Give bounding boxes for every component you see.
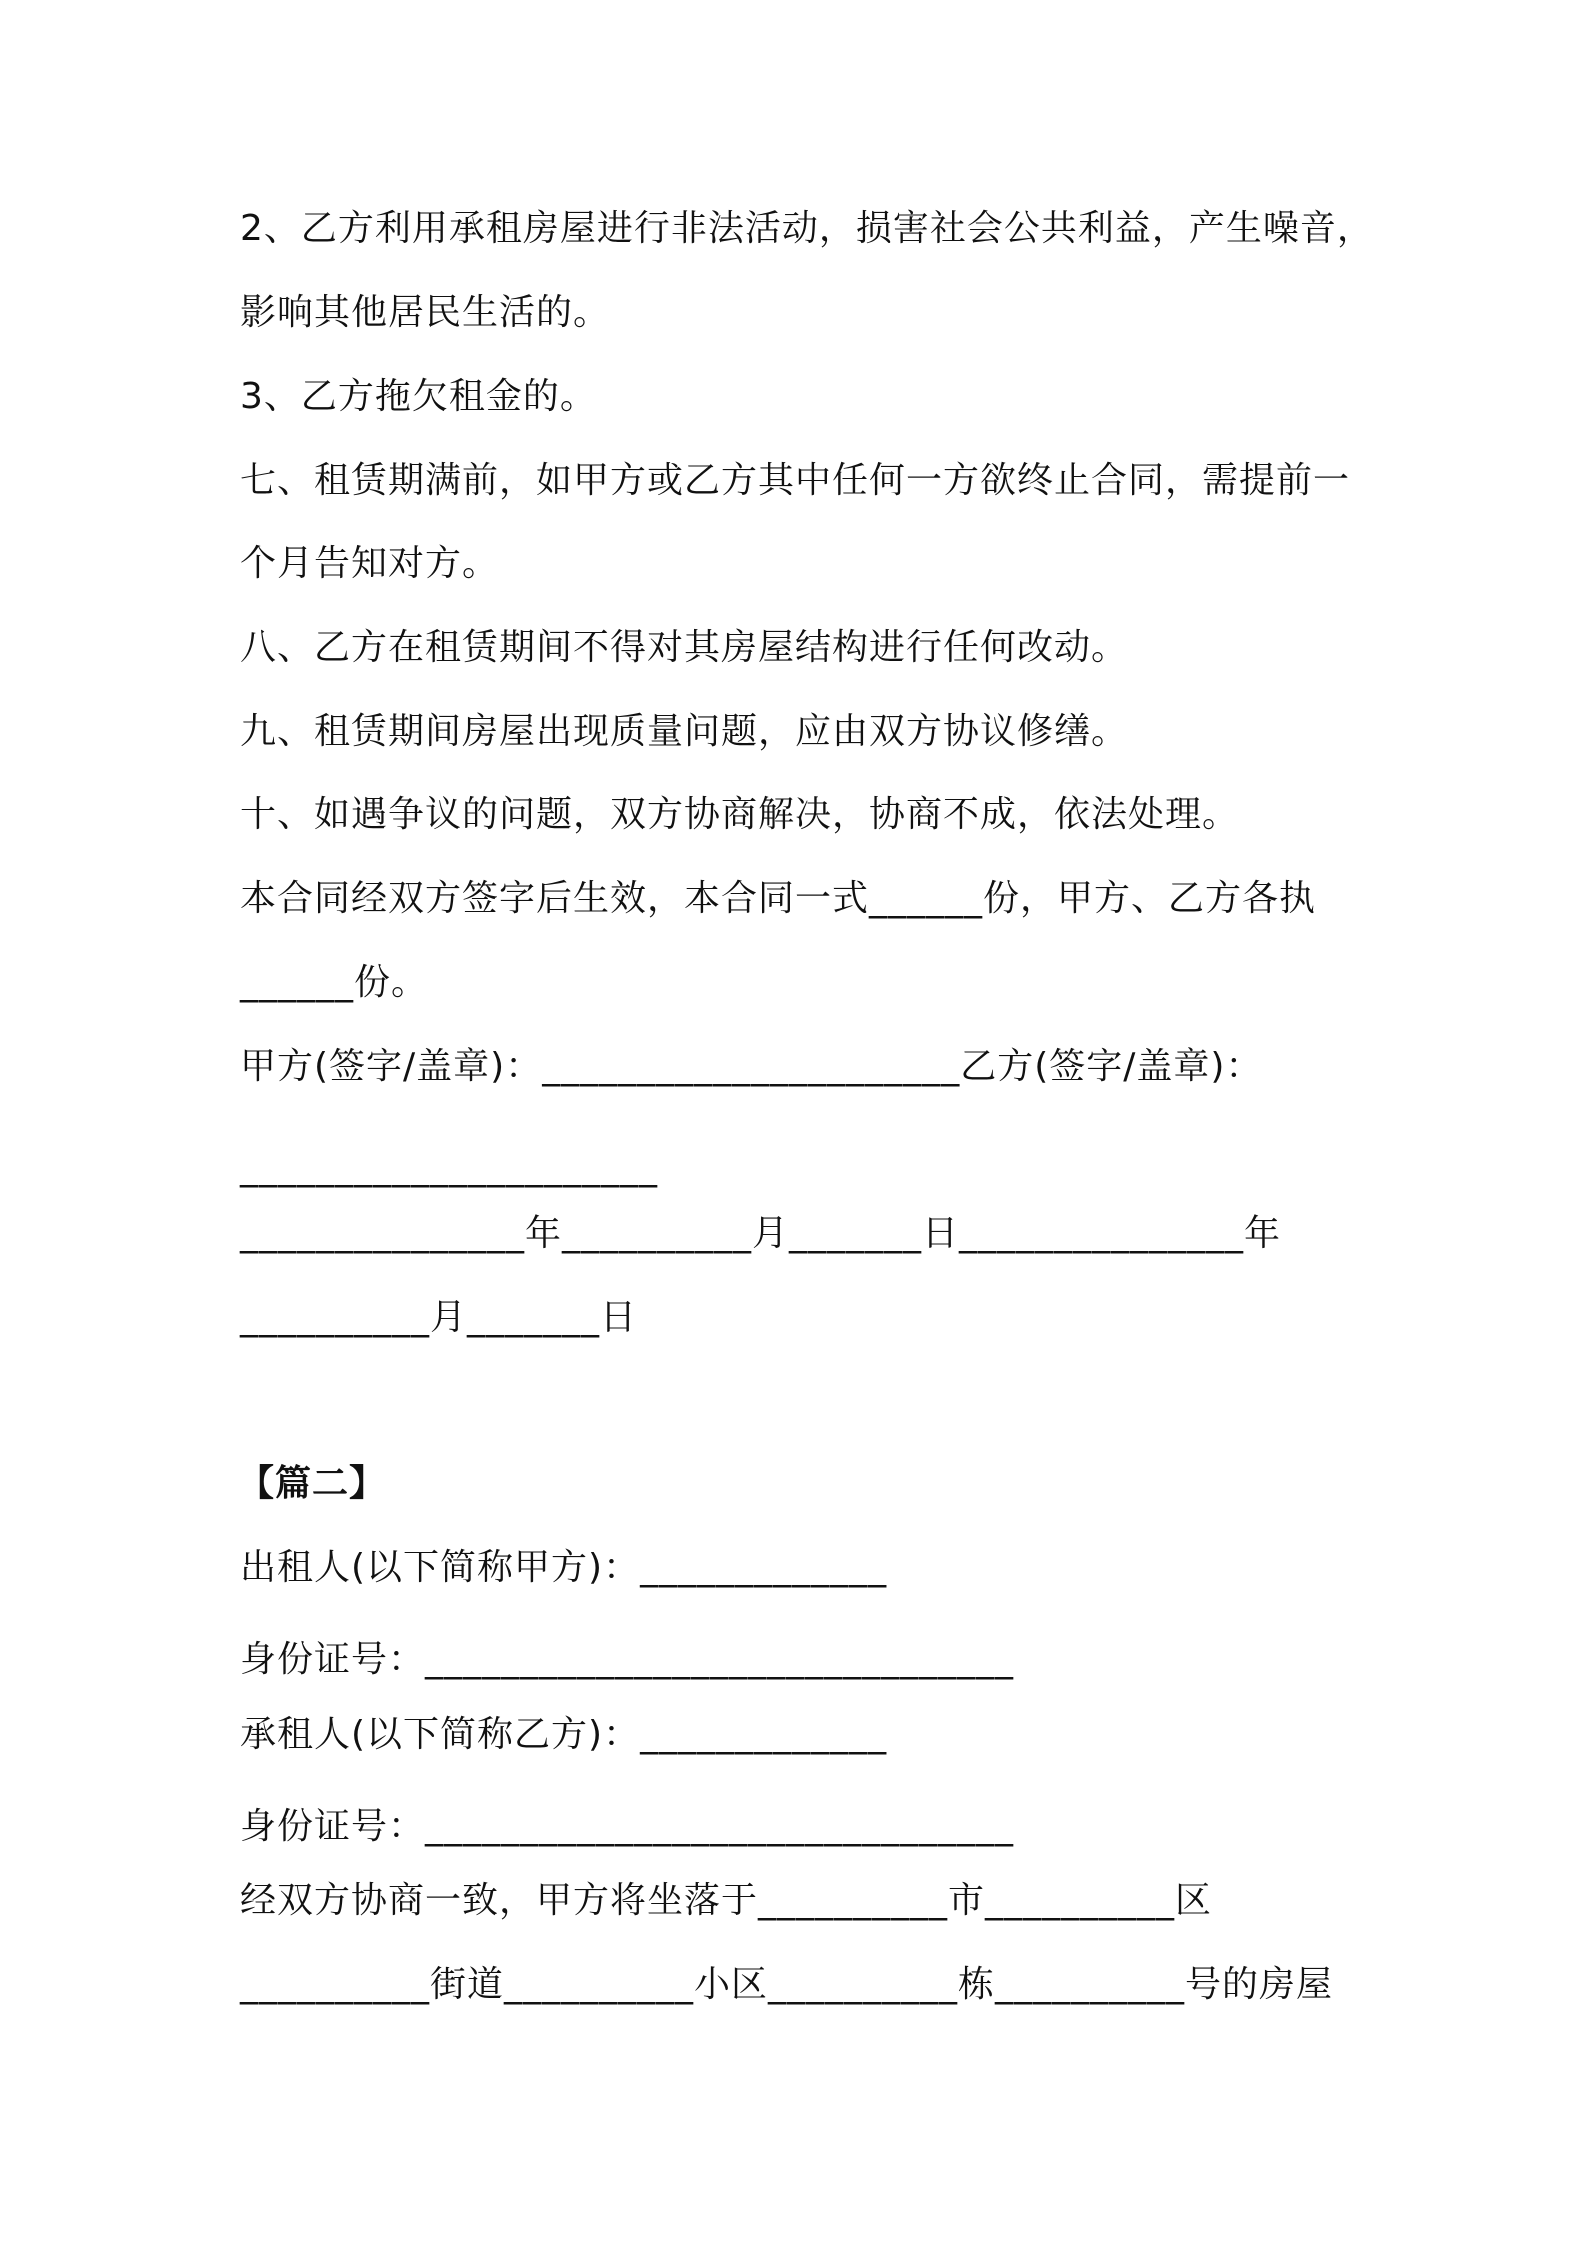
date-line-1: _______________年__________月_______日_______________年 [240, 1213, 1281, 1254]
section-heading: 【篇二】 [238, 1463, 387, 1504]
signature-line: 甲方(签字/盖章)：______________________乙方(签字/盖章)： [240, 1046, 1263, 1087]
location-line-1: 经双方协商一致，甲方将坐落于__________市__________区 [240, 1880, 1213, 1921]
effectiveness-line-2: ______份。 [240, 962, 429, 1003]
signature-blank: ______________________ [240, 1147, 658, 1188]
effectiveness-line-1: 本合同经双方签字后生效，本合同一式______份，甲方、乙方各执 [240, 878, 1317, 919]
clause-seven-line-2: 个月告知对方。 [240, 543, 500, 584]
clause-2-line-2: 影响其他居民生活的。 [240, 292, 611, 333]
location-line-2: __________街道__________小区__________栋__________号的房屋 [240, 1964, 1334, 2005]
lessor-id-line: 身份证号：_______________________________ [240, 1639, 1015, 1680]
lessor-line: 出租人(以下简称甲方)：_____________ [240, 1547, 888, 1588]
clause-eight: 八、乙方在租赁期间不得对其房屋结构进行任何改动。 [240, 627, 1129, 668]
date-line-2: __________月_______日 [240, 1297, 637, 1338]
lessee-line: 承租人(以下简称乙方)：_____________ [240, 1714, 888, 1755]
clause-ten: 十、如遇争议的问题，双方协商解决，协商不成，依法处理。 [240, 794, 1240, 835]
clause-nine: 九、租赁期间房屋出现质量问题，应由双方协议修缮。 [240, 711, 1129, 752]
lessee-id-line: 身份证号：_______________________________ [240, 1806, 1015, 1847]
clause-seven-line-1: 七、租赁期满前，如甲方或乙方其中任何一方欲终止合同，需提前一 [240, 460, 1351, 501]
clause-2-line-1: 2、乙方利用承租房屋进行非法活动，损害社会公共利益，产生噪音， [240, 208, 1374, 249]
clause-3: 3、乙方拖欠租金的。 [240, 376, 597, 417]
